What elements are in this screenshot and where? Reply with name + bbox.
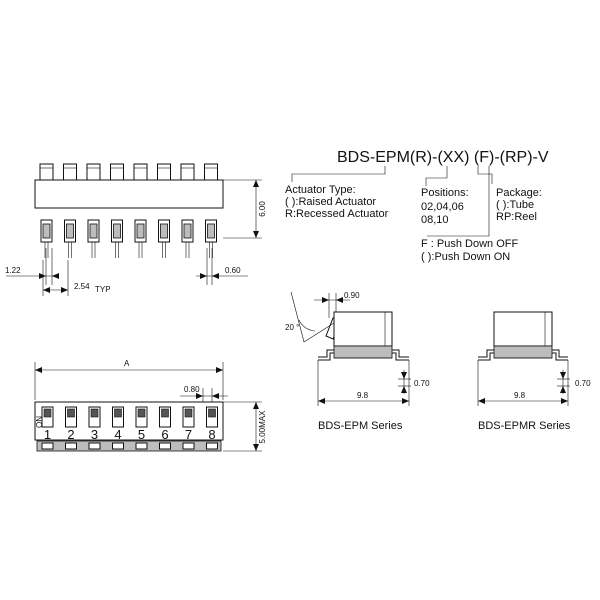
dim-width-98-epmr: 9.8 <box>514 391 526 400</box>
switch-number: 3 <box>90 427 99 442</box>
dim-lead-060: 0.60 <box>225 266 241 275</box>
series-epm: BDS-EPM Series <box>318 420 403 432</box>
top-body <box>35 180 223 208</box>
epm-side-view <box>285 291 430 432</box>
top-actuator <box>40 164 53 180</box>
epm-body <box>334 312 392 346</box>
positions-title: Positions: <box>421 187 469 199</box>
push-on: ( ):Push Down ON <box>421 251 511 263</box>
dim-a: A <box>124 359 130 368</box>
front-view <box>35 359 267 451</box>
switch-number: 6 <box>161 427 169 442</box>
dim-height-max: 5.00MAX <box>258 410 267 444</box>
push-off: F : Push Down OFF <box>421 238 519 250</box>
switch-number: 4 <box>114 427 122 442</box>
dim-offset-070: 0.70 <box>414 379 430 388</box>
top-view <box>5 164 267 296</box>
epmr-base <box>494 346 552 358</box>
top-leads <box>41 220 217 258</box>
top-actuator <box>111 164 124 180</box>
dim-pitch-254: 2.54 <box>74 282 90 291</box>
actuator-raised: ( ):Raised Actuator <box>285 196 377 208</box>
package-title: Package: <box>496 187 542 199</box>
dim-width-98: 9.8 <box>357 391 369 400</box>
dim-pitch-080: 0.80 <box>184 385 200 394</box>
top-actuator <box>181 164 194 180</box>
top-actuators <box>40 164 218 180</box>
top-actuator <box>158 164 171 180</box>
positions-line2: 08,10 <box>421 214 449 226</box>
dim-top-090: 0.90 <box>344 291 360 300</box>
switch-number: 5 <box>137 427 146 442</box>
dim-offset-070-epmr: 0.70 <box>575 379 591 388</box>
switch-number: 7 <box>184 427 193 442</box>
epmr-body <box>494 312 552 346</box>
actuator-recessed: R:Recessed Actuator <box>285 208 389 220</box>
switch-number: 1 <box>43 427 52 442</box>
positions-line1: 02,04,06 <box>421 201 464 213</box>
epmr-side-view <box>478 312 591 432</box>
dim-pitch-typ: TYP <box>95 285 111 294</box>
switch-number: 2 <box>67 427 75 442</box>
package-reel: RP:Reel <box>496 211 537 223</box>
top-actuator <box>134 164 147 180</box>
top-actuator <box>64 164 77 180</box>
part-number-legend <box>285 149 549 263</box>
on-marker: ON <box>35 416 44 428</box>
dim-lead-122: 1.22 <box>5 266 21 275</box>
series-epmr: BDS-EPMR Series <box>478 420 571 432</box>
actuator-title: Actuator Type: <box>285 184 356 196</box>
dim-angle: 20 ° <box>285 323 300 332</box>
top-actuator <box>205 164 218 180</box>
part-number: BDS-EPM(R)-(XX) (F)-(RP)-V <box>337 149 549 166</box>
epm-base <box>334 346 392 358</box>
switch-number: 8 <box>208 427 216 442</box>
dim-height-600: 6.00 <box>258 201 267 217</box>
package-tube: ( ):Tube <box>496 199 535 211</box>
top-actuator <box>87 164 100 180</box>
front-body <box>35 402 223 440</box>
